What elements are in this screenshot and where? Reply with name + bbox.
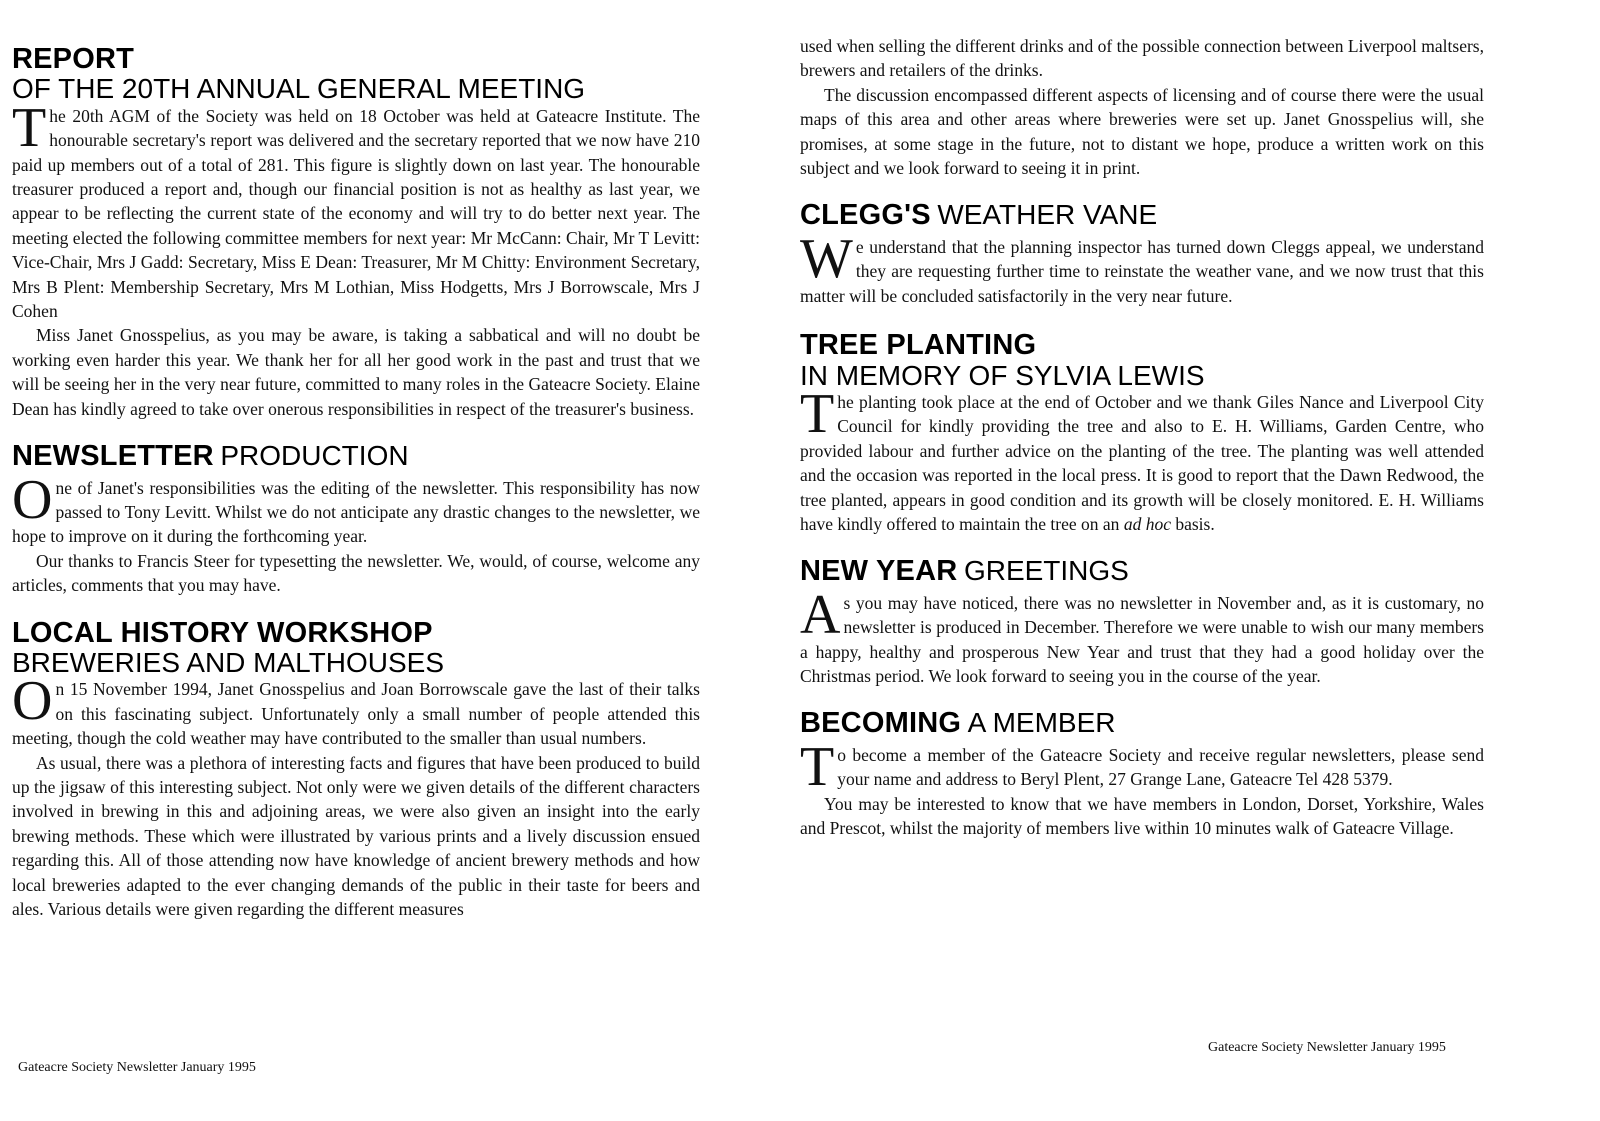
section-heading [800,200,1484,230]
paragraph: Our thanks to Francis Steer for typesetting the newsletter. We, would, of course, welcome any articles, comments that you may have. [12,550,700,596]
paragraph-text: e understand that the planning inspector has turned down Cleggs appeal, we understand they are requesting further time to reinstate the weather vane, and we now trust that this matter will be concluded satisfactorily in the very near future. [800,236,1484,306]
paragraph [800,735,1484,798]
paragraph-text: o become a member of the Gateacre Society and receive regular newsletters, please send your name and address to Beryl Plent, 27 Grange Lane, Gateacre Tel 428 5379. [837,744,1484,790]
heading-bold: NEWSLETTER [12,440,214,473]
section-heading [12,441,700,471]
paragraph [12,96,700,324]
heading-bold: REPORT [12,43,135,75]
heading-subtitle: OF THE 20TH ANNUAL GENERAL MEETING [12,73,586,105]
section-heading [800,556,1484,586]
new-year-section [800,556,1484,688]
paragraph: As usual, there was a plethora of interesting facts and figures that have been produced to build up the jigsaw of this interesting subject. Not only were we given details of the different characters involved in brewing in this and adjoining areas, we were also given an insight into the early brewing methods. These which were illustrated by various prints and a lively discussion ensued regarding this. All of those attending now have knowledge of ancient brewery methods and how local breweries adapted to the ever changing demands of the public in their taste for beers and ales. Various details were given regarding the different measures [12,752,700,920]
section-heading [12,44,700,104]
newsletter-section [12,441,700,597]
paragraph: The discussion encompassed different aspects of licensing and of course there were the usual maps of this area and other areas where breweries were set up. Janet Gnosspelius will, she promises, at some stage in the future, not to distant we hope, produce a written work on this subject and we look forward to seeing it in print. [800,84,1484,179]
drop-cap: O [12,468,53,531]
section-heading [12,618,700,678]
paragraph: You may be interested to know that we have members in London, Dorset, Yorkshire, Wales and Prescot, whilst the majority of members live within 10 minutes walk of Gateacre Village. [800,793,1484,839]
page-footer: Gateacre Society Newsletter January 1995 [1208,1040,1446,1055]
heading-bold: TREE PLANTING [800,329,1037,362]
italic-text: ad hoc [1123,513,1171,534]
section-heading [800,330,1484,390]
heading-subtitle: WEATHER VANE [937,199,1158,231]
becoming-member-section [800,708,1484,840]
paragraph-text: ne of Janet's responsibilities was the editing of the newsletter. This responsibility has now passed to Tony Levitt. Whilst we do not anticipate any drastic changes to the newsletter, we hope to improve on it during the forthcoming year. [12,477,700,547]
paragraph-text: he 20th AGM of the Society was held on 18 October was held at Gateacre Institute. The honourable secretary's report was delivered and the secretary reported that we now have 210 paid up members out of a total of 281. This figure is slightly down on last year. The honourable treasurer produced a report and, though our financial position is not as healthy as last year, we appear to be reflecting the current state of the economy and will try to do better next year. The meeting elected the following committee members for next year: Mr McCann: Chair, Mr T Levitt: Vice-Chair, Mrs J Gadd: Secretary, Miss E Dean: Treasurer, Mr M Chitty: Environment Secretary, Mrs B Plent: Membership Secretary, Mrs M Lothian, Miss Hodgetts, Mrs J Borrowscale, Mrs J Cohen [12,105,700,322]
tree-planting-section [800,330,1484,536]
heading-subtitle: PRODUCTION [220,440,409,472]
paragraph: used when selling the different drinks and of the possible connection between Liverpool maltsers, brewers and retailers of the drinks. [800,36,1484,81]
paragraph [800,227,1484,308]
paragraph [12,670,700,750]
continuation-section [800,34,1484,180]
paragraph-text: n 15 November 1994, Janet Gnosspelius and Joan Borrowscale gave the last of their talks on this fascinating subject. Unfortunately only a small number of people attended this meeting, though the cold weather may have contributed to the smaller than usual numbers. [12,679,700,749]
heading-subtitle: A MEMBER [967,707,1116,739]
paragraph-text: s you may have noticed, there was no newsletter in November and, as it is customary, no newsletter is produced in December. Therefore we were unable to wish our many members a happy, healthy and prosperous New Year and trust that they had a good holiday over the Christmas period. We look forward to seeing you in the course of the year. [800,592,1484,687]
page-footer: Gateacre Society Newsletter January 1995 [18,1060,256,1075]
local-history-section [12,618,700,922]
heading-bold: BECOMING [800,707,962,740]
heading-bold: LOCAL HISTORY WORKSHOP [12,616,433,649]
report-section [12,44,700,421]
paragraph-text: basis. [1175,513,1215,534]
drop-cap: W [800,227,853,290]
drop-cap: T [800,382,835,445]
heading-subtitle: BREWERIES AND MALTHOUSES [12,647,445,679]
drop-cap: A [800,583,841,646]
heading-bold: NEW YEAR [800,555,958,588]
heading-subtitle: IN MEMORY OF SYLVIA LEWIS [800,359,1205,391]
drop-cap: T [800,735,835,798]
paragraph: Miss Janet Gnosspelius, as you may be aware, is taking a sabbatical and will no doubt be working even harder this year. We thank her for all her good work in the past and trust that we will be seeing her in the very near future, committed to many roles in the Gateacre Society. Elaine Dean has kindly agreed to take over onerous responsibilities in respect of the treasurer's business. [12,325,700,419]
paragraph [800,583,1484,689]
heading-bold: CLEGG'S [800,199,931,232]
cleggs-section [800,200,1484,308]
right-page [800,0,1484,840]
paragraph [800,382,1484,536]
paragraph [12,468,700,549]
heading-subtitle: GREETINGS [963,555,1129,587]
drop-cap: T [12,96,47,159]
left-page [12,0,700,921]
section-heading [800,708,1484,738]
paragraph-text: he planting took place at the end of October and we thank Giles Nance and Liverpool City Council for kindly providing the tree and also to E. H. Williams, Garden Centre, who provided labour and further advice on the planting of the tree. The planting was well attended and the occasion was reported in the local press. It is good to report that the Dawn Redwood, the tree planted, appears in good condition and its growth will be closely monitored. E. H. Williams have kindly offered to maintain the tree on an [800,391,1484,534]
drop-cap: O [12,670,53,733]
